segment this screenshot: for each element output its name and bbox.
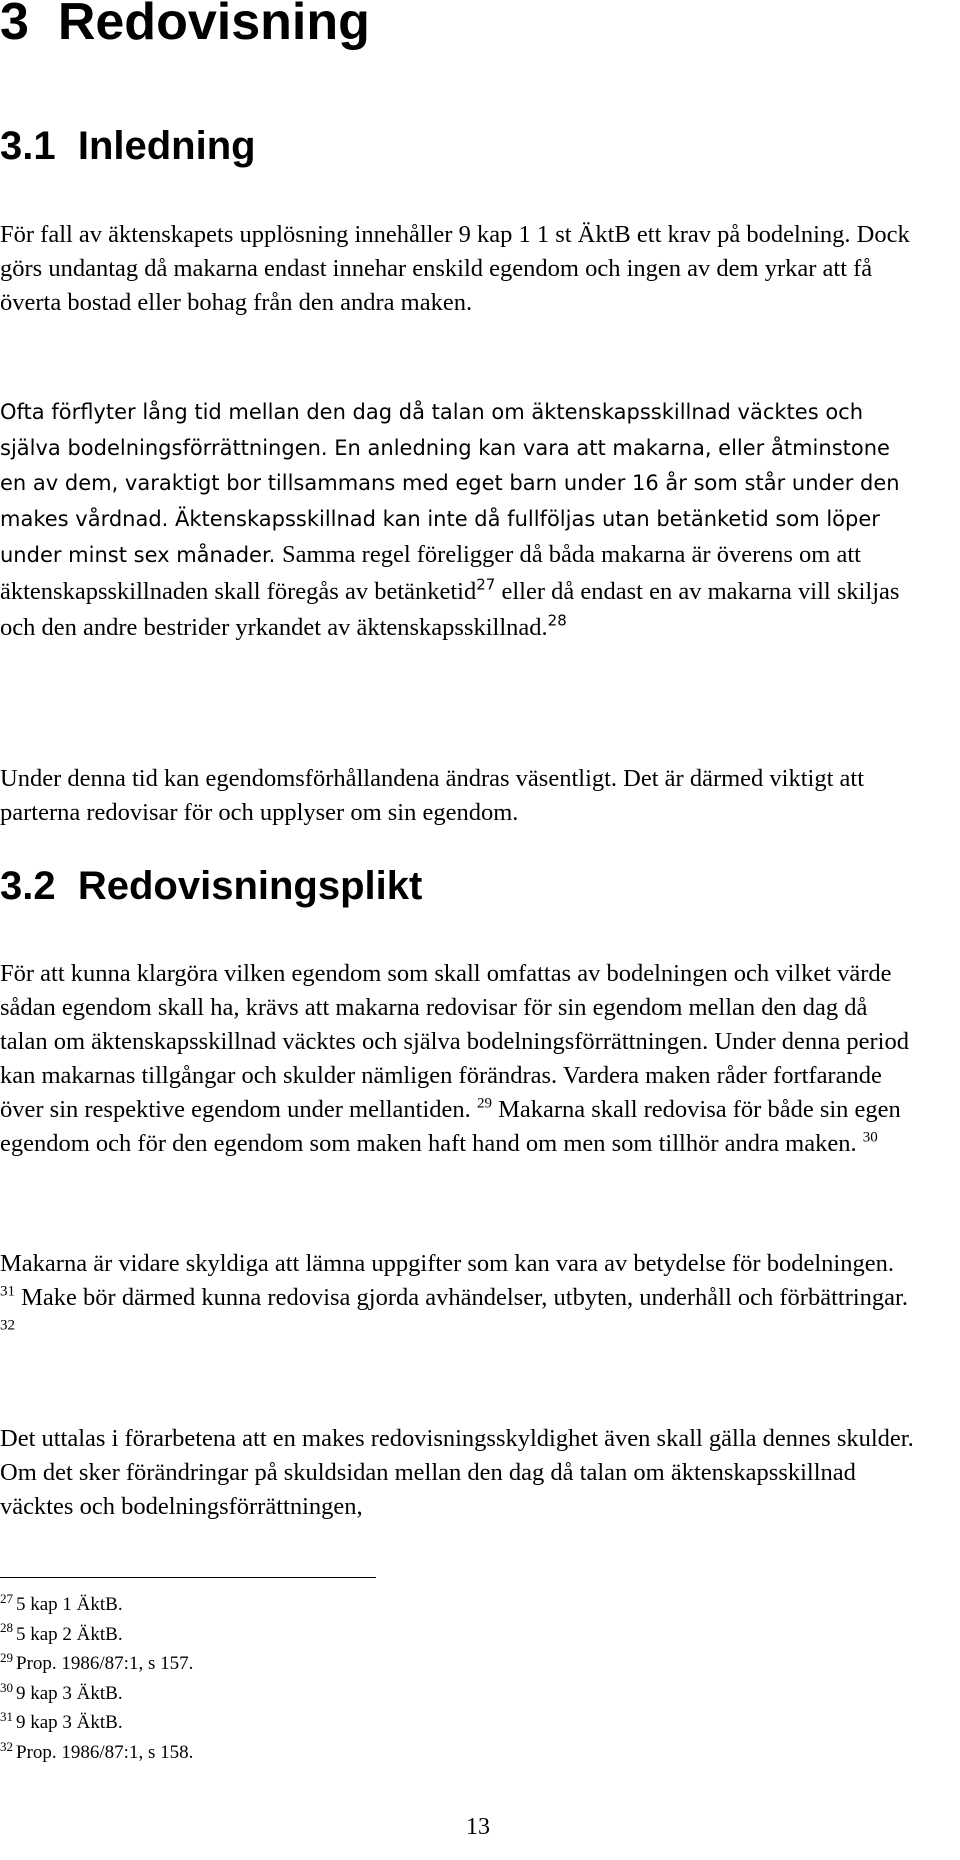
footnote-27 bbox=[0, 1590, 193, 1620]
footnote-number: 29 bbox=[0, 1650, 13, 1666]
footnote-ref-31[interactable]: 31 bbox=[0, 1283, 15, 1300]
sentence: Samma regel föreligger då båda makarna är överens om att äktenskapsskillnaden skall föregås av betänketid bbox=[0, 541, 861, 605]
section-title: Redovisningsplikt bbox=[77, 864, 423, 908]
paragraph-3-2-1: För att kunna klargöra vilken egendom som skall omfattas av bodelningen och vilket värde sådan egendom skall ha, krävs att makarna redovisar för sin egendom mellan den dag då talan om äktenskapsskillnad väcktes och själva bodelningsförrättningen. Under denna period kan makarnas tillgångar och skulder nämligen förändras. Vardera maken råder fortfarande över sin respektive egendom under mellantiden. $^{29}$ Makarna skall redovisa för både sin egen egendom och för den egendom som maken haft hand om men som tillhör andra maken. $^{30}$ bbox=[0, 960, 909, 1157]
footnote-text: 5 kap 1 ÄktB. bbox=[16, 1594, 123, 1615]
sentence: En anledning kan vara att makarna, eller åtminstone en av dem, varaktigt bor tillsammans med eget barn under 16 år som står under den makes vårdnad. bbox=[0, 435, 900, 531]
paragraph-3-1-3: Under denna tid kan egendomsförhållandena ändras väsentligt. Det är därmed viktigt att parterna redovisar för och upplyser om sin egendom. bbox=[0, 765, 865, 826]
footnote-text: Prop. 1986/87:1, s 158. bbox=[16, 1741, 194, 1763]
chapter-heading bbox=[0, 0, 370, 51]
chapter-number: 3 bbox=[0, 0, 29, 51]
footnote-number: 31 bbox=[0, 1709, 13, 1725]
footnote-30 bbox=[0, 1679, 193, 1709]
footnote-28 bbox=[0, 1620, 193, 1650]
paragraph-3-1-2 bbox=[0, 395, 915, 647]
paragraph-3-2-3: Det uttalas i förarbetena att en makes redovisningsskyldighet även skall gälla dennes skulder. Om det sker förändringar på skuldsidan mellan den dag då talan om äktenskapsskillnad väcktes och bodelningsförrättningen, bbox=[0, 1425, 914, 1520]
footnote-text: 5 kap 2 ÄktB. bbox=[16, 1623, 123, 1645]
footnote-ref-29[interactable]: 29 bbox=[476, 1095, 492, 1112]
sentence: eller då endast en av makarna vill skiljas och den andre bestrider yrkandet av äktenskapsskillnad. bbox=[0, 577, 900, 641]
footnote-ref-30[interactable]: 30 bbox=[862, 1129, 878, 1146]
footnote-31 bbox=[0, 1708, 193, 1738]
section-heading-3-1 bbox=[0, 124, 256, 168]
sentence: Ofta förflyter lång tid mellan den dag då talan om äktenskapsskillnad väcktes och själva bodelningsförrättningen. bbox=[0, 400, 864, 460]
footnote-number: 27 bbox=[0, 1590, 13, 1606]
page-number: 13 bbox=[466, 1814, 490, 1840]
section-number: 3.2 bbox=[0, 864, 56, 908]
footnote-list bbox=[0, 1590, 193, 1768]
footnote-ref-32[interactable]: 32 bbox=[0, 1317, 15, 1334]
footnote-29 bbox=[0, 1649, 193, 1679]
paragraph-3-2-2: Makarna är vidare skyldiga att lämna uppgifter som kan vara av betydelse för bodelningen. $^{31}$ Make bör därmed kunna redovisa gjorda avhändelser, utbyten, underhåll och förbättringar. $^{32}$ bbox=[0, 1250, 908, 1334]
footnote-text: Prop. 1986/87:1, s 157. bbox=[16, 1653, 194, 1675]
footnote-32 bbox=[0, 1738, 193, 1768]
footnote-number: 30 bbox=[0, 1679, 13, 1695]
footnote-number: 32 bbox=[0, 1738, 13, 1754]
footnote-ref-27[interactable]: 27 bbox=[476, 575, 496, 594]
footnote-ref-28[interactable]: 28 bbox=[547, 611, 567, 630]
paragraph-3-1-1: För fall av äktenskapets upplösning innehåller 9 kap 1 1 st ÄktB ett krav på bodelning. Dock görs undantag då makarna endast innehar enskild egendom och ingen av dem yrkar att få överta bostad eller bohag från den andra maken. bbox=[0, 221, 910, 316]
footnote-text: 9 kap 3 ÄktB. bbox=[16, 1712, 123, 1734]
section-heading-3-2 bbox=[0, 864, 422, 908]
section-number: 3.1 bbox=[0, 124, 56, 168]
section-title: Inledning bbox=[77, 124, 256, 168]
footnote-separator bbox=[0, 1577, 376, 1578]
footnote-text: 9 kap 3 ÄktB. bbox=[16, 1682, 123, 1704]
chapter-title: Redovisning bbox=[57, 0, 370, 51]
footnote-number: 28 bbox=[0, 1620, 13, 1636]
sentence: Äktenskapsskillnad kan inte då fullföljas utan betänketid som löper under minst sex månader. bbox=[0, 506, 880, 567]
